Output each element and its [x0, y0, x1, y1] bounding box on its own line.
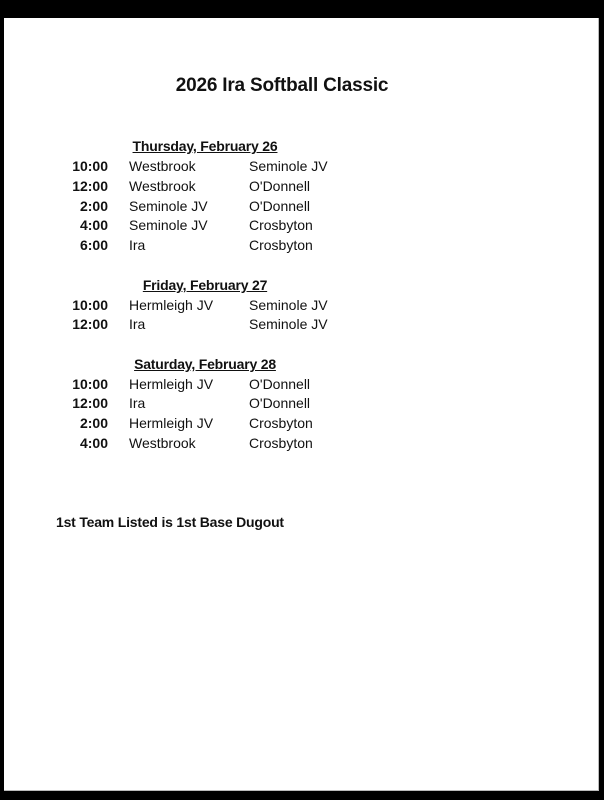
page-title: 2026 Ira Softball Classic [175, 75, 389, 96]
game-time: 10:00 [72, 376, 108, 392]
game-row [4, 237, 598, 256]
team-third-base: Seminole JV [249, 316, 328, 332]
team-third-base: O'Donnell [249, 178, 311, 194]
game-row [4, 435, 598, 454]
team-third-base: O'Donnell [249, 395, 311, 411]
game-time: 10:00 [72, 297, 108, 313]
dugout-note: 1st Team Listed is 1st Base Dugout [56, 514, 284, 530]
team-first-base: Hermleigh JV [129, 376, 214, 392]
team-first-base: Westbrook [129, 158, 196, 174]
game-row [4, 198, 598, 217]
game-row [4, 217, 598, 236]
game-time: 6:00 [79, 237, 108, 253]
team-third-base: Crosbyton [249, 435, 313, 451]
day-header-friday: Friday, February 27 [142, 277, 268, 293]
game-row [4, 297, 598, 316]
team-first-base: Hermleigh JV [129, 415, 214, 431]
game-time: 4:00 [79, 217, 108, 233]
game-row [4, 395, 598, 414]
game-time: 4:00 [79, 435, 108, 451]
team-third-base: Crosbyton [249, 237, 313, 253]
team-third-base: Seminole JV [249, 297, 328, 313]
team-third-base: Crosbyton [249, 217, 313, 233]
team-third-base: Seminole JV [249, 158, 328, 174]
game-time: 2:00 [79, 198, 108, 214]
game-row [4, 316, 598, 335]
team-first-base: Westbrook [129, 435, 196, 451]
team-first-base: Ira [129, 316, 146, 332]
game-time: 12:00 [72, 395, 108, 411]
game-row [4, 415, 598, 434]
game-time: 2:00 [79, 415, 108, 431]
team-third-base: O'Donnell [249, 376, 311, 392]
team-first-base: Ira [129, 237, 146, 253]
team-first-base: Hermleigh JV [129, 297, 214, 313]
day-header-thursday: Thursday, February 26 [132, 138, 278, 154]
game-time: 12:00 [72, 316, 108, 332]
team-third-base: Crosbyton [249, 415, 313, 431]
game-row [4, 376, 598, 395]
game-time: 10:00 [72, 158, 108, 174]
team-first-base: Westbrook [129, 178, 196, 194]
team-third-base: O'Donnell [249, 198, 311, 214]
game-time: 12:00 [72, 178, 108, 194]
team-first-base: Ira [129, 395, 146, 411]
team-first-base: Seminole JV [129, 198, 208, 214]
document-page [4, 18, 599, 791]
game-row [4, 178, 598, 197]
game-row [4, 158, 598, 177]
team-first-base: Seminole JV [129, 217, 208, 233]
day-header-saturday: Saturday, February 28 [134, 356, 276, 372]
